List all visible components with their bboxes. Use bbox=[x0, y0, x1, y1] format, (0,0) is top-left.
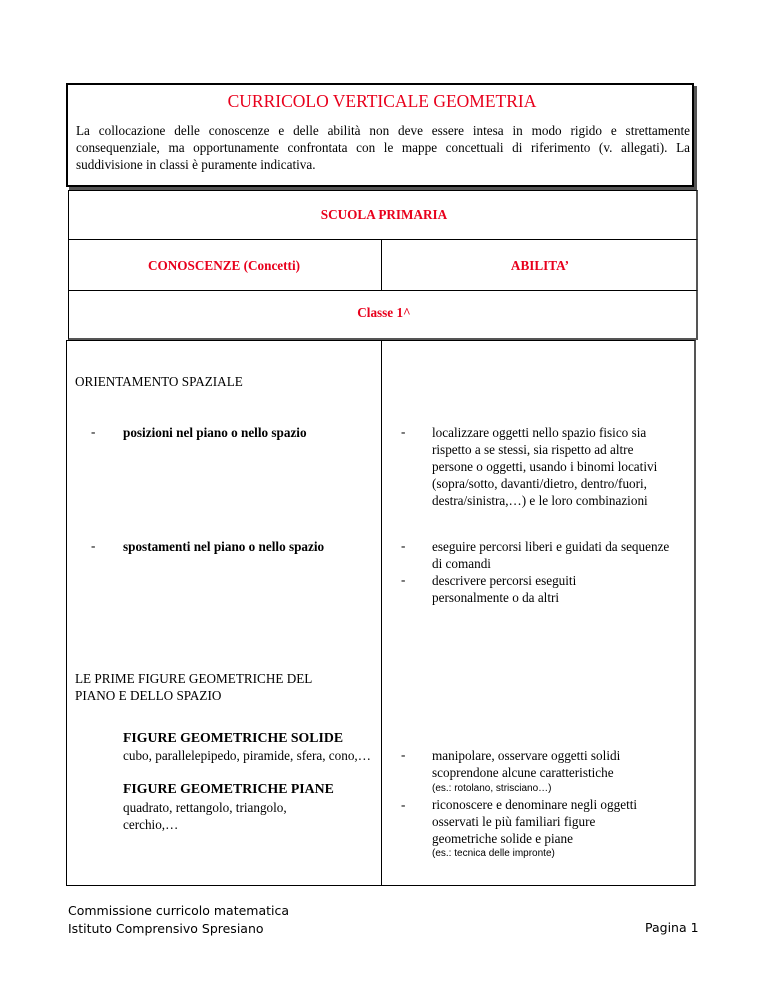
header-box bbox=[66, 83, 694, 187]
skill-item-2b: descrivere percorsi eseguiti personalmente o da altri bbox=[432, 573, 577, 605]
section-orientamento: ORIENTAMENTO SPAZIALE bbox=[75, 374, 243, 389]
school-row bbox=[68, 190, 698, 240]
footer-commission: Commissione curricolo matematica bbox=[68, 903, 290, 918]
section-figure-line1: LE PRIME FIGURE GEOMETRICHE DEL bbox=[75, 671, 313, 686]
skill-item-3: manipolare, osservare oggetti solidi scoprendone alcune caratteristiche bbox=[432, 748, 621, 780]
document-title: CURRICOLO VERTICALE GEOMETRIA bbox=[227, 91, 537, 111]
bullet-dash: - bbox=[401, 747, 406, 762]
footer-institute: Istituto Comprensivo Spresiano bbox=[68, 921, 264, 936]
school-label: SCUOLA PRIMARIA bbox=[320, 207, 448, 222]
skill-item-4-note: (es.: tecnica delle impronte) bbox=[432, 848, 555, 859]
bullet-dash: - bbox=[401, 538, 406, 553]
col-skills-header: ABILITA’ bbox=[510, 258, 570, 273]
skill-item-3-note: (es.: rotolano, strisciano…) bbox=[432, 783, 552, 794]
content-table bbox=[66, 340, 696, 886]
class-label: Classe 1^ bbox=[357, 305, 411, 320]
section-figure-line2: PIANO E DELLO SPAZIO bbox=[75, 688, 222, 703]
plane-figures-list: quadrato, rettangolo, triangolo, cerchio,… bbox=[123, 800, 287, 832]
skill-item-1: localizzare oggetti nello spazio fisico sia rispetto a se stessi, sia rispetto ad altre persone o oggetti, usando i binomi locativi (sopra/sotto, davanti/dietro, dentro/fuori, destra/sinistra,…) e le loro combinazioni bbox=[432, 425, 658, 508]
col-knowledge-header: CONOSCENZE (Concetti) bbox=[147, 258, 301, 273]
intro-paragraph: La collocazione delle conoscenze e delle abilità non deve essere intesa in modo rigido e strettamente consequenziale, ma opportunamente confrontata con le mappe concettuali di riferimento (v. allegati). La suddivisione in classi è puramente indicativa. bbox=[76, 123, 690, 172]
columns-row bbox=[68, 239, 698, 291]
knowledge-item-1: posizioni nel piano o nello spazio bbox=[123, 425, 307, 440]
skill-item-4: riconoscere e denominare negli oggetti osservati le più familiari figure geometriche solide e piane bbox=[432, 797, 638, 846]
page-number: Pagina 1 bbox=[645, 920, 699, 935]
plane-figures-title: FIGURE GEOMETRICHE PIANE bbox=[123, 781, 334, 796]
solid-figures-list: cubo, parallelepipedo, piramide, sfera, cono,… bbox=[123, 748, 371, 763]
footer-left bbox=[68, 902, 289, 938]
bullet-dash: - bbox=[401, 797, 406, 812]
knowledge-item-2: spostamenti nel piano o nello spazio bbox=[123, 539, 325, 554]
class-row bbox=[68, 290, 698, 340]
bullet-dash: - bbox=[401, 424, 406, 439]
bullet-dash: - bbox=[401, 572, 406, 587]
skill-item-2a: eseguire percorsi liberi e guidati da sequenze di comandi bbox=[432, 539, 670, 571]
bullet-dash: - bbox=[91, 538, 96, 553]
solid-figures-title: FIGURE GEOMETRICHE SOLIDE bbox=[123, 730, 344, 745]
bullet-dash: - bbox=[91, 424, 96, 439]
